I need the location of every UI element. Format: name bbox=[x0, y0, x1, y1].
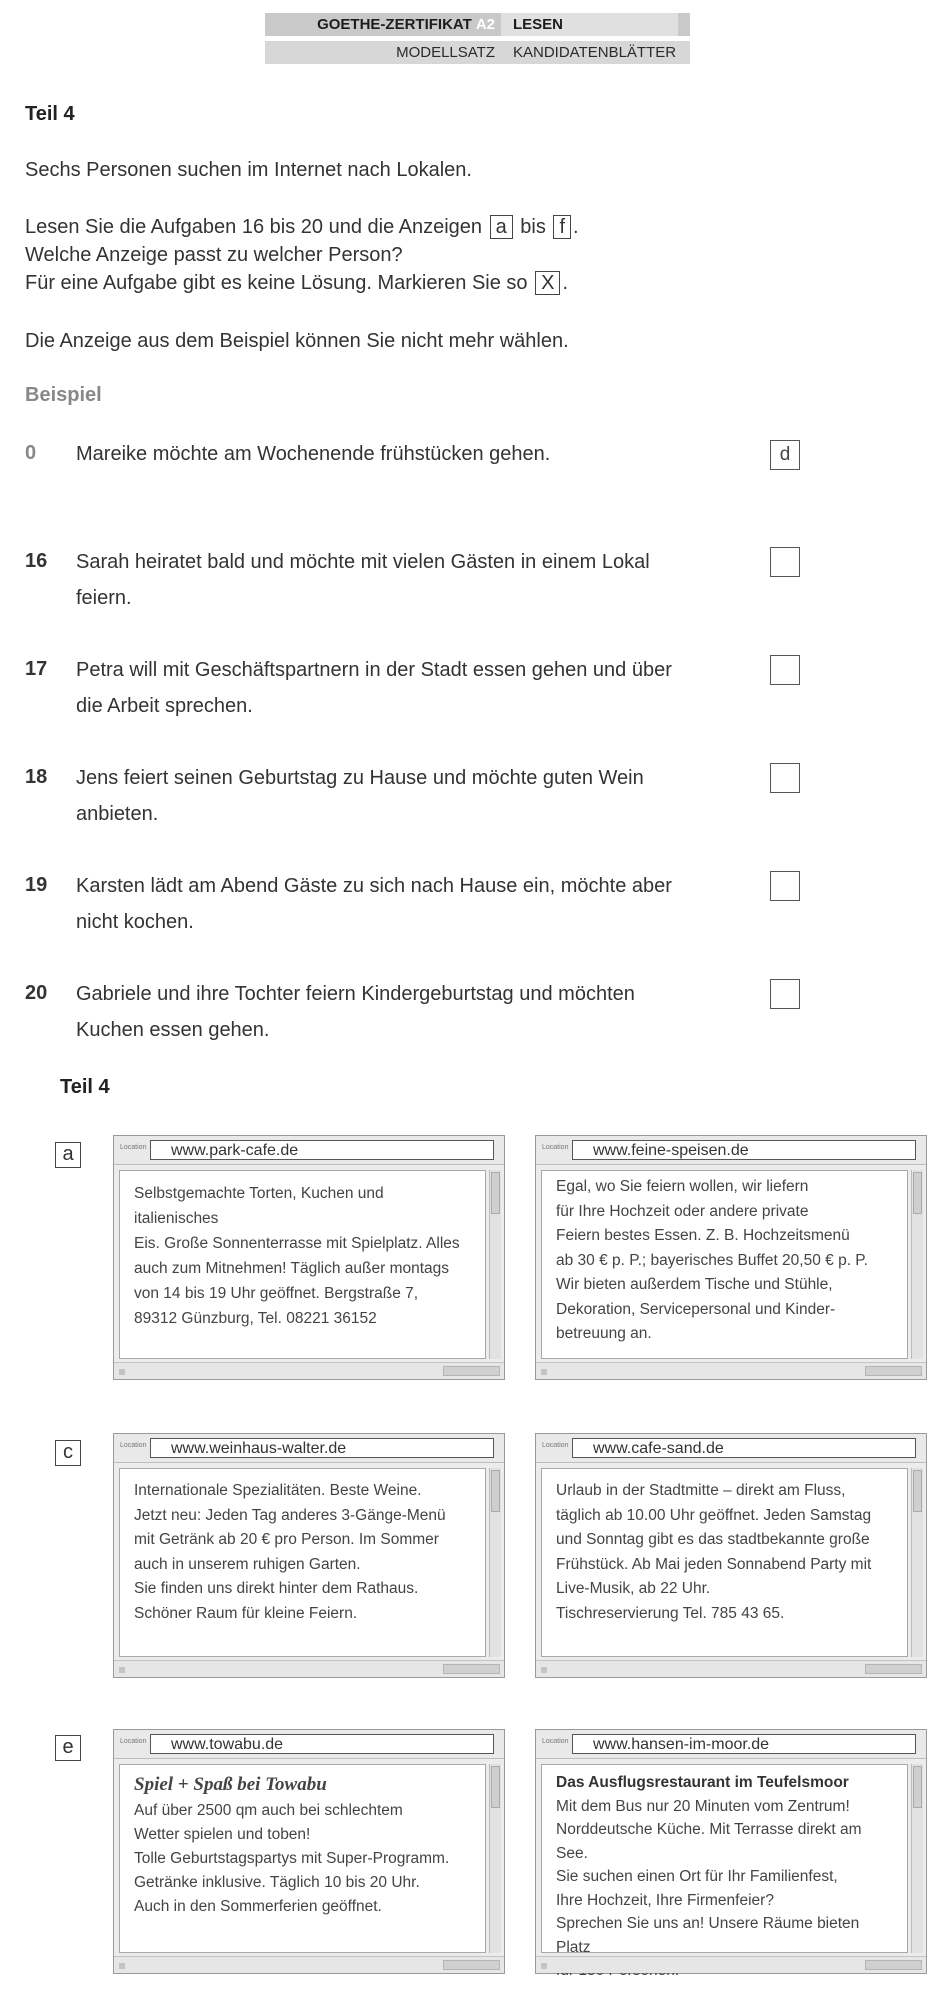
ad-content bbox=[541, 1170, 908, 1359]
ad-text-line: Schöner Raum für kleine Feiern. bbox=[134, 1604, 358, 1622]
kandidatenblaetter-label: KANDIDATENBLÄTTER bbox=[513, 44, 677, 61]
address-bar: www.hansen-im-moor.de bbox=[572, 1734, 916, 1754]
ad-content bbox=[541, 1468, 908, 1657]
status-bar bbox=[114, 1660, 504, 1677]
status-bar bbox=[536, 1956, 926, 1973]
address-bar: www.cafe-sand.de bbox=[572, 1438, 916, 1458]
task-answer-box[interactable] bbox=[770, 763, 800, 793]
ad-text-line: Frühstück. Ab Mai jeden Sonnabend Party mit bbox=[556, 1555, 872, 1573]
ad-text-line: auch zum Mitnehmen! Täglich außer montags bbox=[134, 1260, 450, 1277]
ad-text-line: Tischreservierung Tel. 785 43 65. bbox=[556, 1604, 785, 1622]
ad-window-d: Location www.cafe-sand.de Urlaub in der Stadtmitte – direkt am Fluss, täglich ab 10.00 Uhr geöffnet. Jeden Samstag und Sonntag gibt es das stadtbekannte große Frühstück. Ab Mai jeden Sonnabend Party mit Live-Musik, ab 22 Uhr. Tischreservierung Tel. 785 43 65. bbox=[535, 1433, 927, 1678]
ad-content bbox=[119, 1468, 486, 1657]
beispiel-label: Beispiel bbox=[25, 384, 102, 406]
exam-level: A2 bbox=[475, 16, 495, 33]
ad-text-line: Auf über 2500 qm auch bei schlechtem bbox=[134, 1802, 403, 1819]
ad-text-line: auch in unserem ruhigen Garten. bbox=[134, 1555, 361, 1573]
ad-text-line: und Sonntag gibt es das stadtbekannte große bbox=[556, 1531, 870, 1548]
ad-text-line: Mit dem Bus nur 20 Minuten vom Zentrum! bbox=[556, 1797, 850, 1815]
scrollbar bbox=[489, 1468, 501, 1657]
ad-text-line: ab 30 € p. P.; bayerisches Buffet 20,50 € p. P. bbox=[556, 1251, 868, 1269]
ad-title: Spiel + Spaß bei Towabu bbox=[134, 1774, 327, 1795]
ad-window-c: Location www.weinhaus-walter.de Internationale Spezialitäten. Beste Weine. Jetzt neu: Jeden Tag anderes 3-Gänge-Menü mit Getränk ab 20 € pro Person. Im Sommer auch in unserem ruhigen Garten. Sie finden uns direkt hinter dem Rathaus. Schöner Raum für kleine Feiern. bbox=[113, 1433, 505, 1678]
ad-text-line: Internationale Spezialitäten. Beste Weine. bbox=[134, 1482, 422, 1499]
status-bar bbox=[114, 1956, 504, 1973]
inline-box-x: X bbox=[535, 271, 560, 295]
task-text: Jens feiert seinen Geburtstag zu Hause und möchte guten Wein anbieten. bbox=[76, 767, 644, 825]
inline-box-f: f bbox=[553, 215, 571, 239]
ad-window-a: Location www.park-cafe.de Selbstgemachte Torten, Kuchen und italienisches Eis. Große Sonnenterrasse mit Spielplatz. Alles auch zum Mitnehmen! Täglich außer montags von 14 bis 19 Uhr geöffnet. Bergstraße 7, 89312 Günzburg, Tel. 08221 36152 bbox=[113, 1135, 505, 1380]
ad-content bbox=[119, 1170, 486, 1359]
ad-text-line: betreuung an. bbox=[556, 1325, 652, 1342]
example-answer-box: d bbox=[770, 440, 800, 470]
task-text: Karsten lädt am Abend Gäste zu sich nach Hause ein, möchte aber nicht kochen. bbox=[76, 875, 672, 933]
ad-text-line: Sie suchen einen Ort für Ihr Familienfest, bbox=[556, 1868, 838, 1885]
task-answer-box[interactable] bbox=[770, 979, 800, 1009]
scrollbar bbox=[489, 1764, 501, 1953]
exam-header bbox=[265, 13, 690, 66]
address-bar: www.towabu.de bbox=[150, 1734, 494, 1754]
scrollbar bbox=[489, 1170, 501, 1359]
part-heading: Teil 4 bbox=[25, 103, 75, 125]
task-text: Gabriele und ihre Tochter feiern Kindergeburtstag und möchten Kuchen essen gehen. bbox=[76, 983, 635, 1041]
intro-line-4: Für eine Aufgabe gibt es keine Lösung. Markieren Sie so X . bbox=[25, 272, 568, 294]
ad-text-line: Getränke inklusive. Täglich 10 bis 20 Uhr. bbox=[134, 1874, 420, 1891]
scrollbar bbox=[911, 1170, 923, 1359]
task-number: 16 bbox=[25, 550, 48, 572]
task-number: 20 bbox=[25, 982, 48, 1004]
address-bar: www.park-cafe.de bbox=[150, 1140, 494, 1160]
status-bar bbox=[536, 1362, 926, 1379]
ad-text-line: Sprechen Sie uns an! Unsere Räume bieten Platz bbox=[556, 1915, 860, 1956]
status-bar bbox=[536, 1660, 926, 1677]
ad-window-b: Location www.feine-speisen.de Egal, wo Sie feiern wollen, wir liefern für Ihre Hochzeit oder andere private Feiern bestes Essen. Z. B. Hochzeitsmenü ab 30 € p. P.; bayerisches Buffet 20,50 € p. P. Wir bieten außerdem Tische und Stühle, Dekoration, Servicepersonal und Kinder- betreuung an. bbox=[535, 1135, 927, 1380]
ad-text-line: Wir bieten außerdem Tische und Stühle, bbox=[556, 1276, 833, 1293]
address-bar: www.weinhaus-walter.de bbox=[150, 1438, 494, 1458]
ad-text-line: von 14 bis 19 Uhr geöffnet. Bergstraße 7, bbox=[134, 1285, 419, 1302]
ad-text-line: Jetzt neu: Jeden Tag anderes 3-Gänge-Menü bbox=[134, 1506, 446, 1524]
exam-title: GOETHE-ZERTIFIKAT bbox=[317, 16, 472, 33]
example-text: Mareike möchte am Wochenende frühstücken gehen. bbox=[76, 443, 551, 465]
modellsatz-label: MODELLSATZ bbox=[396, 44, 495, 61]
intro-line-3: Welche Anzeige passt zu welcher Person? bbox=[25, 244, 403, 266]
ad-text-line: Egal, wo Sie feiern wollen, wir liefern bbox=[556, 1178, 809, 1195]
ad-letter-e: e bbox=[55, 1735, 81, 1761]
task-answer-box[interactable] bbox=[770, 547, 800, 577]
header-row-sub bbox=[265, 41, 690, 64]
task-answer-box[interactable] bbox=[770, 871, 800, 901]
intro-line-5: Die Anzeige aus dem Beispiel können Sie nicht mehr wählen. bbox=[25, 330, 569, 352]
task-number: 18 bbox=[25, 766, 48, 788]
ad-text-line: täglich ab 10.00 Uhr geöffnet. Jeden Samstag bbox=[556, 1506, 872, 1524]
ads-heading: Teil 4 bbox=[60, 1076, 110, 1098]
example-number: 0 bbox=[25, 442, 37, 464]
task-answer-box[interactable] bbox=[770, 655, 800, 685]
scrollbar bbox=[911, 1764, 923, 1953]
ad-text-line: Norddeutsche Küche. Mit Terrasse direkt am See. bbox=[556, 1821, 862, 1862]
ad-text-line: Feiern bestes Essen. Z. B. Hochzeitsmenü bbox=[556, 1227, 850, 1244]
task-number: 17 bbox=[25, 658, 48, 680]
ad-content bbox=[119, 1764, 486, 1953]
task-text: Petra will mit Geschäftspartnern in der Stadt essen gehen und über die Arbeit sprechen. bbox=[76, 659, 672, 717]
status-bar bbox=[114, 1362, 504, 1379]
inline-box-a: a bbox=[490, 215, 513, 239]
ad-window-e: Location www.towabu.de Spiel + Spaß bei Towabu Auf über 2500 qm auch bei schlechtem Wetter spielen und toben! Tolle Geburtstagspartys mit Super-Programm. Getränke inklusive. Täglich 10 bis 20 Uhr. Auch in den Sommerferien geöffnet. bbox=[113, 1729, 505, 1974]
ad-letter-a: a bbox=[55, 1142, 81, 1168]
exam-section: LESEN bbox=[501, 13, 678, 36]
ad-text-line: Wetter spielen und toben! bbox=[134, 1826, 311, 1843]
task-number: 19 bbox=[25, 874, 48, 896]
ad-content bbox=[541, 1764, 908, 1956]
address-bar: www.feine-speisen.de bbox=[572, 1140, 916, 1160]
header-row-title bbox=[265, 13, 690, 36]
ad-text-line: Tolle Geburtstagspartys mit Super-Programm. bbox=[134, 1850, 450, 1867]
ad-title: Das Ausflugsrestaurant im Teufelsmoor bbox=[556, 1774, 849, 1791]
ad-text-line: Ihre Hochzeit, Ihre Firmenfeier? bbox=[556, 1891, 774, 1909]
intro-line-2: Lesen Sie die Aufgaben 16 bis 20 und die Anzeigen a bis f . bbox=[25, 216, 579, 238]
ad-text-line: Live-Musik, ab 22 Uhr. bbox=[556, 1580, 711, 1597]
intro-line-1: Sechs Personen suchen im Internet nach Lokalen. bbox=[25, 159, 472, 181]
ad-text-line: Eis. Große Sonnenterrasse mit Spielplatz. Alles bbox=[134, 1235, 460, 1252]
ad-text-line: für Ihre Hochzeit oder andere private bbox=[556, 1202, 809, 1220]
ad-text-line: Urlaub in der Stadtmitte – direkt am Fluss, bbox=[556, 1482, 846, 1499]
ad-text-line: 89312 Günzburg, Tel. 08221 36152 bbox=[134, 1310, 377, 1327]
ad-text-line: Selbstgemachte Torten, Kuchen und italienisches bbox=[134, 1185, 384, 1227]
ad-text-line: mit Getränk ab 20 € pro Person. Im Sommer bbox=[134, 1531, 439, 1548]
ad-text-line: Sie finden uns direkt hinter dem Rathaus. bbox=[134, 1580, 419, 1597]
ad-window-f: Location www.hansen-im-moor.de Das Ausflugsrestaurant im Teufelsmoor Mit dem Bus nur 20 Minuten vom Zentrum! Norddeutsche Küche. Mit Terrasse direkt am See. Sie suchen einen Ort für Ihr Familienfest, Ihre Hochzeit, Ihre Firmenfeier? Sprechen Sie uns an! Unsere Räume bieten Platz bbox=[535, 1729, 927, 1974]
task-text: Sarah heiratet bald und möchte mit vielen Gästen in einem Lokal feiern. bbox=[76, 551, 650, 609]
scrollbar bbox=[911, 1468, 923, 1657]
ad-text-line: Auch in den Sommerferien geöffnet. bbox=[134, 1898, 382, 1915]
ad-letter-c: c bbox=[55, 1440, 81, 1466]
ad-text-line: Dekoration, Servicepersonal und Kinder- bbox=[556, 1300, 836, 1318]
